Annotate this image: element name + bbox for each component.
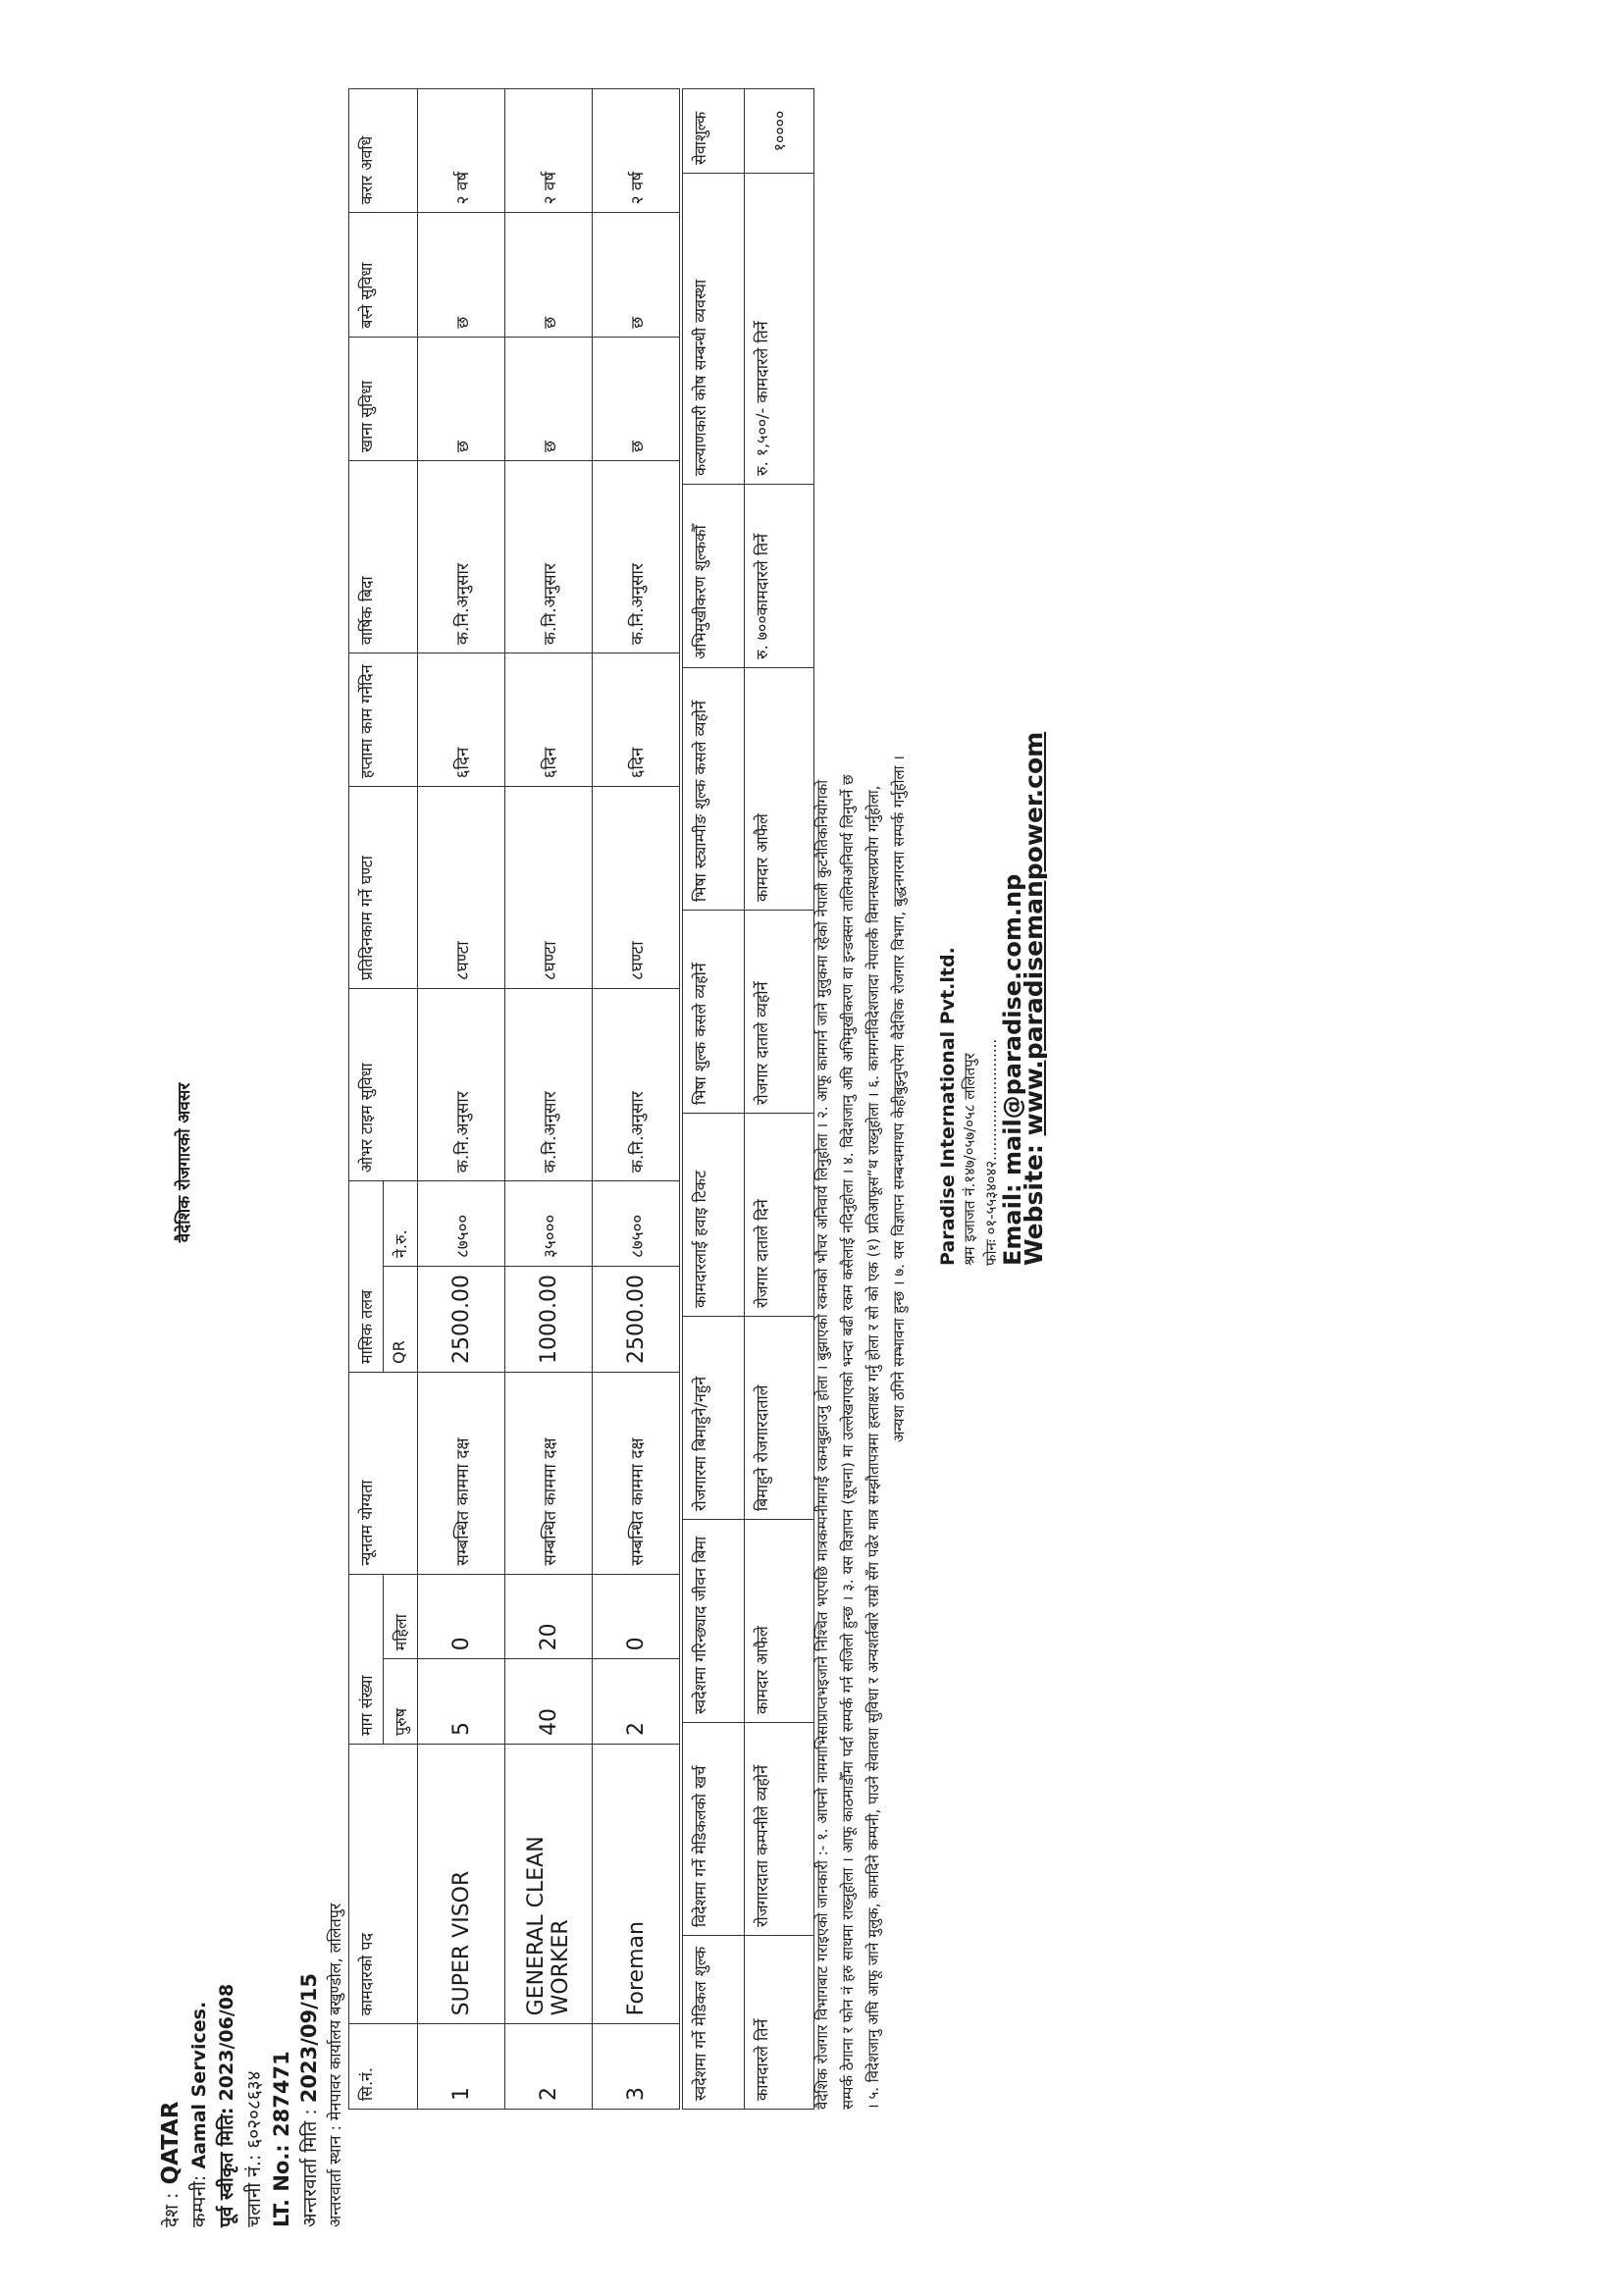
cell-male: 5 [418,1659,505,1745]
cell-female: 20 [505,1574,593,1659]
jobs-header-row [349,89,384,2110]
website-label: Website: [1020,1144,1048,1266]
notes-line: सम्पर्क ठेगाना र फोन नं हरु साथमा राख्नुहोला । आफू काठमाडौँमा पर्दा सम्पर्क गर्न सजिलो हुन्छ । ३. यस विज्ञापन (सूचना) मा उल्लेखगएको भन्दा बढी रकम कसैलाई नदिनुहोला । ४. विदेशजानु अघि अभिमुखीकरण वा इन्डक्सन तालिमअनिवार्य लिनुपर्ने छ [839,774,857,2110]
cell-service-fee: १०००० [745,89,814,174]
cell-contract: २ वर्ष [418,89,505,213]
country-line [157,1540,185,2227]
cell-contract: २ वर्ष [593,89,680,213]
dispatch-line [240,1540,268,2227]
table-row [505,89,593,2110]
jobs-table [348,88,680,2110]
company-label: कम्पनी: [188,2174,210,2227]
cell-overtime: क.नि.अनुसार [418,989,505,1181]
country-value: QATAR [158,2101,183,2185]
cell-food: छ [418,337,505,460]
cell-medical-home: कामदारले तिर्ने [745,1936,814,2110]
interview-date-line [295,1540,324,2227]
costs-header-row [683,89,745,2110]
cell-male: 2 [593,1659,680,1745]
th-male: पुरुष [384,1659,418,1745]
cell-qr: 1000.00 [505,1266,593,1372]
th-life-insurance: स्वदेशमा गरिन्छ्याद जीवन बिमा [683,1520,745,1723]
cell-qr: 2500.00 [418,1266,505,1372]
dispatch-label: चलानी नं.: [243,2154,265,2227]
approval-date: 2023/06/08 [216,1983,237,2102]
costs-value-row [745,89,814,2110]
th-qualification: न्यूनतम योग्यता [349,1372,418,1574]
cell-employment-insurance: बिमाहुने रोजगारदाताले [745,1317,814,1520]
th-service-fee: सेवाशुल्क [683,89,745,174]
cell-visa-stamping: कामदार आफैले [745,668,814,911]
th-overtime: ओभर टाइम सुविधा [349,989,418,1181]
cell-male: 40 [505,1659,593,1745]
cell-orientation-fee: रु. ७००कामदारले तिर्ने [745,485,814,668]
cell-position: GENERAL CLEAN WORKER [505,1744,593,2023]
cell-food: छ [505,337,593,460]
th-medical-home: स्वदेशमा गर्ने मेडिकल शुल्क [683,1936,745,2110]
cell-npr: ३५००० [505,1181,593,1267]
cell-visa-fee: रोजगार दाताले व्यहोर्ने [745,911,814,1114]
th-sn: सि.नं. [349,2024,418,2110]
cell-medical-abroad: रोजगारदाता कम्पनीले व्यहोर्ने [745,1723,814,1936]
cell-daily-hours: ८घण्टा [418,787,505,989]
agency-license: श्रम इजाजत नं.१४७/०५७/०५८ ललितपुर [961,1053,978,1266]
cell-accommodation: छ [505,213,593,337]
notice-content [157,78,1048,2247]
cell-daily-hours: ८घण्टा [593,787,680,989]
th-position: कामदारको पद [349,1744,418,2023]
email-value[interactable]: mail@paradise.com.np [999,873,1026,1175]
th-welfare-fund: कल्याणकारी कोष सम्बन्धी व्यवस्था [683,174,745,485]
agency-website [1020,579,1048,1266]
agency-footer [937,579,1048,1266]
cell-contract: २ वर्ष [505,89,593,213]
cell-welfare-fund: रु. १,५००/- कामदारले तिर्ने [745,174,814,485]
interview-place: अन्तरवार्ता स्थान : मेनपावर कार्यालय बखुण्डोल, ललितपुर [326,1903,344,2227]
cell-annual-leave: क.नि.अनुसार [593,461,680,653]
agency-name: Paradise International Pvt.ltd. [937,947,959,1266]
th-npr: ने.रु. [384,1181,418,1267]
th-female: महिला [384,1574,418,1659]
th-air-ticket: कामदारलाई हवाइ टिकट [683,1114,745,1317]
company-value: Aamal Services. [188,2001,210,2169]
th-food: खाना सुविधा [349,337,418,460]
cell-position: SUPER VISOR [418,1744,505,2023]
cell-life-insurance: कामदार आफैले [745,1520,814,1723]
dispatch-no: ६०२०८६३४ [243,2070,265,2149]
cell-qualification: सम्बन्धित काममा दक्ष [505,1372,593,1574]
department-notes [810,88,912,2110]
cell-sn: 3 [593,2024,680,2110]
th-medical-abroad: विदेशमा गर्ने मेडिकलको खर्च [683,1723,745,1936]
website-link[interactable]: www.paradisemanpower.com [1020,731,1048,1136]
cell-sn: 1 [418,2024,505,2110]
cell-weekly-days: ६दिन [505,653,593,787]
cell-female: 0 [418,1574,505,1659]
cell-npr: ८७५०० [418,1181,505,1267]
cell-qualification: सम्बन्धित काममा दक्ष [593,1372,680,1574]
th-contract: करार अवधि [349,89,418,213]
th-visa-stamping: भिषा स्ट्याम्पीङ शुल्क कसले व्यहोर्ने [683,668,745,911]
agency-phone: फोनः ०१-५५३४०४२.......................... [982,1038,1000,1266]
th-demand: माग संख्या [349,1574,384,1744]
lt-no: 287471 [270,2051,293,2137]
cell-overtime: क.नि.अनुसार [505,989,593,1181]
header-info [157,1540,347,2227]
interview-date: 2023/09/15 [297,1972,321,2104]
table-row [593,89,680,2110]
th-weekly-days: हप्तामा काम गर्नेदिन [349,653,418,787]
th-daily-hours: प्रतिदिनकाम गर्ने घण्टा [349,787,418,989]
page-title: वैदेशिक रोजगारको अवसर [175,1082,194,1243]
th-orientation-fee: अभिमुखीकरण शुल्ककाैँ [683,485,745,668]
country-label: देश : [161,2192,183,2227]
interview-date-label: अन्तरवार्ता मिति : [299,2109,321,2227]
cell-qualification: सम्बन्धित काममा दक्ष [418,1372,505,1574]
notes-line: अन्यथा ठगिने सम्भावना हुन्छ । ७. यस विज्ञापन सम्बन्धमाथप केहीबुझ्नुपरेमा वैदेशिक रोजगार विभाग, बुद्धनगरमा सम्पर्क गर्नुहोला । [890,756,908,1442]
th-accommodation: बस्ने सुविधा [349,213,418,337]
approval-label: पूर्व स्वीकृत मिति: [216,2107,237,2227]
cell-air-ticket: रोजगार दाताले दिने [745,1114,814,1317]
cell-annual-leave: क.नि.अनुसार [505,461,593,653]
cell-food: छ [593,337,680,460]
th-salary: मासिक तलब [349,1181,384,1373]
email-label: Email: [999,1183,1026,1266]
notes-line: । ५. विदेशजानु अघि आफू जाने मुलुक, कामदिने कम्पनी, पाउने सेवातथा सुविधा र अन्यशर्तबारे राम्रो सँग पढेर मात्र सम्झौतापत्रमा हस्ताक्षर गर्नु होला र सो को एक (१) प्रतिआफूस“थ राख्नुहोला । ६. कामगर्नविदेशजादा नेपालकै विमानस्थलप्रयोग गर्नुहोला, [864,785,882,2110]
table-row [418,89,505,2110]
cell-accommodation: छ [593,213,680,337]
cell-daily-hours: ८घण्टा [505,787,593,989]
cell-weekly-days: ६दिन [593,653,680,787]
cell-annual-leave: क.नि.अनुसार [418,461,505,653]
cell-overtime: क.नि.अनुसार [593,989,680,1181]
cell-qr: 2500.00 [593,1266,680,1372]
th-annual-leave: वार्षिक बिदा [349,461,418,653]
th-qr: QR [384,1266,418,1372]
company-line [185,1540,213,2227]
lt-line [268,1540,295,2227]
lt-label: LT. No.: [270,2144,293,2227]
cell-female: 0 [593,1574,680,1659]
approval-line [213,1540,240,2227]
th-employment-insurance: रोजगारमा बिमाहुने/नहुने [683,1317,745,1520]
cell-accommodation: छ [418,213,505,337]
cell-weekly-days: ६दिन [418,653,505,787]
cell-npr: ८७५०० [593,1181,680,1267]
cell-sn: 2 [505,2024,593,2110]
notes-line: वैदेशिक रोजगार विभागबाट गराइएको जानकारी :- १. आफ्नो नाममाभिसाप्राप्तभइजाने निश्चित भएपछि मात्रकम्पनीमागई रकमबुझाउनु होला । बुझाएको रकमको भौचर अनिवार्य लिनुहोला । २. आफू कामगर्न जाने मुलुकमा रहेको नेपाली कुटनैतिकनियोगको [813,779,831,2110]
costs-table [682,88,814,2110]
th-visa-fee: भिषा शुल्क कसले व्यहोर्ने [683,911,745,1114]
cell-position: Foreman [593,1744,680,2023]
